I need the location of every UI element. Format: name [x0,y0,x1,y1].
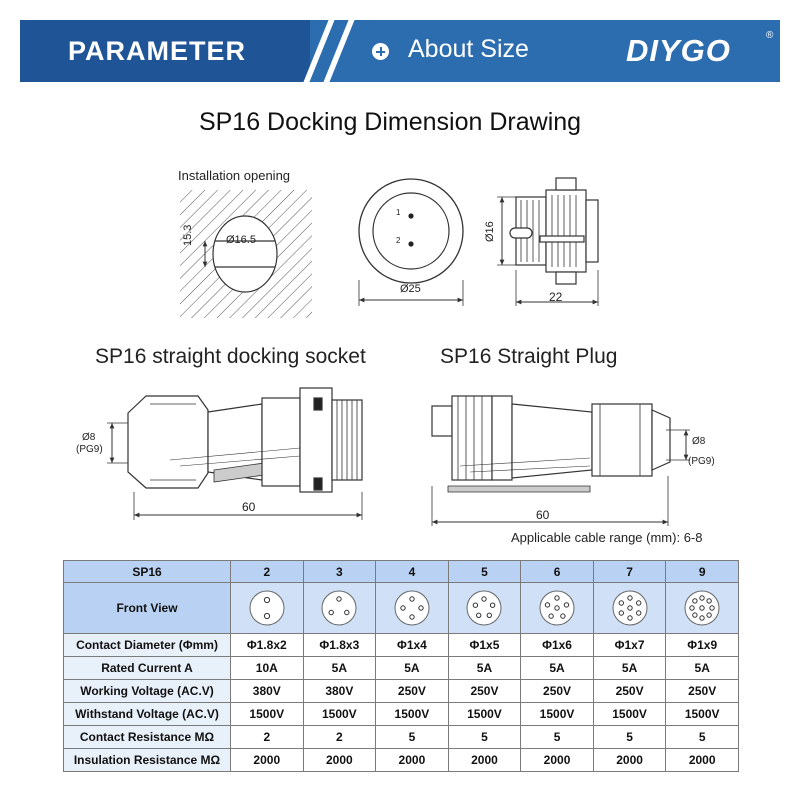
pin-hole [700,616,704,620]
spec-cell: 250V [521,680,594,703]
side-view-drawing [497,178,598,306]
pin-count-header: 5 [448,561,521,583]
spec-cell: 2 [231,726,304,749]
pin-hole [474,603,478,607]
pin-hole [710,606,714,610]
spec-cell: Φ1x6 [521,634,594,657]
pin-layout-diagram [537,588,577,628]
pin-layout-diagram [319,588,359,628]
plug-length-label: 60 [536,508,550,522]
pin-hole [636,601,640,605]
pin-hole [337,597,341,601]
spec-cell: 2000 [448,749,521,772]
pin-hole [627,596,631,600]
pin-hole [329,610,333,614]
pin-hole [564,603,568,607]
spec-row [64,634,739,657]
spec-cell: 5A [593,657,666,680]
banner-subtitle: About Size [408,35,529,63]
pin-layout-diagram [392,588,432,628]
pin-layout-diagram [682,588,722,628]
spec-cell: 380V [231,680,304,703]
pin-hole [700,606,704,610]
spec-cell: 250V [666,680,739,703]
pin-hole [555,596,559,600]
socket-drawing [107,388,362,520]
pin-hole [627,606,631,610]
cable-range-note: Applicable cable range (mm): 6-8 [511,530,703,545]
pin-hole [482,597,486,601]
pin-hole [419,606,423,610]
spec-row [64,726,739,749]
pin-count-header: 4 [376,561,449,583]
spec-cell: Φ1.8x2 [231,634,304,657]
pin-hole [561,614,565,618]
pin-hole [401,606,405,610]
pin-layout-9 [666,583,739,634]
spec-cell: Φ1x7 [593,634,666,657]
spec-cell: 1500V [521,703,594,726]
pin-hole [264,613,269,618]
pin-layout-diagram [610,588,650,628]
spec-cell: 2000 [303,749,376,772]
plug-cable-diameter-label: Ø8 [692,436,706,447]
spec-cell: 5 [448,726,521,749]
spec-cell: 1500V [303,703,376,726]
pin-hole [549,614,553,618]
spec-cell: 1500V [376,703,449,726]
spec-row-label: Rated Current A [64,657,231,680]
spec-cell: 5A [376,657,449,680]
side-length-label: 22 [549,290,563,304]
pin-2-label: 2 [396,236,401,245]
socket-title: SP16 straight docking socket [95,345,366,368]
front-view-label: Front View [64,583,231,634]
pin-hole [491,603,495,607]
spec-cell: 2000 [666,749,739,772]
spec-row-label: Working Voltage (AC.V) [64,680,231,703]
pin-count-header: 2 [231,561,304,583]
pin-hole [410,597,414,601]
pin-hole [488,613,492,617]
spec-cell: 2000 [521,749,594,772]
spec-cell: 250V [448,680,521,703]
spec-cell: 1500V [666,703,739,726]
pin-layout-diagram [247,588,287,628]
opening-height-label: 15.3 [182,224,194,246]
side-diameter-label: Ø16 [484,221,496,242]
table-header-label: SP16 [64,561,231,583]
pin-hole [545,603,549,607]
pin-hole [707,613,711,617]
connector-face [467,591,501,625]
spec-row [64,703,739,726]
connector-face [250,591,284,625]
plug-drawing [432,396,690,526]
spec-cell: 5 [666,726,739,749]
spec-cell: 5A [521,657,594,680]
socket-length-label: 60 [242,500,256,514]
socket-cable-diameter-label: Ø8 [82,432,96,443]
spec-row [64,680,739,703]
spec-cell: 5 [376,726,449,749]
banner-title: PARAMETER [68,36,247,66]
spec-cell: 2 [303,726,376,749]
spec-table [63,560,739,772]
connector-face [395,591,429,625]
spec-cell: Φ1.8x3 [303,634,376,657]
registered-mark: ® [766,30,774,41]
pin-hole [693,613,697,617]
plug-title: SP16 Straight Plug [440,345,618,368]
pin-count-header: 9 [666,561,739,583]
pin-layout-diagram [464,588,504,628]
pin-layout-2 [231,583,304,634]
spec-cell: 2000 [593,749,666,772]
pin-hole [477,613,481,617]
socket-gland-label: (PG9) [76,444,103,455]
spec-row-label: Insulation Resistance MΩ [64,749,231,772]
front-view-row [64,583,739,634]
spec-rows [64,634,739,772]
spec-row [64,749,739,772]
pin-hole [555,606,559,610]
spec-cell: Φ1x4 [376,634,449,657]
pin-hole [700,596,704,600]
pin-layout-7 [593,583,666,634]
connector-face [322,591,356,625]
pin-layout-6 [521,583,594,634]
pin-1-label: 1 [396,208,401,217]
spec-cell: 5A [448,657,521,680]
spec-cell: 380V [303,680,376,703]
spec-cell: 10A [231,657,304,680]
pin-hole [264,597,269,602]
pin-hole [627,616,631,620]
spec-row-label: Contact Diameter (Φmm) [64,634,231,657]
spec-cell: 5A [666,657,739,680]
spec-cell: 250V [376,680,449,703]
pin-count-header: 7 [593,561,666,583]
pin-count-header: 3 [303,561,376,583]
drawing-title: SP16 Docking Dimension Drawing [198,108,582,136]
pin-hole [410,615,414,619]
spec-cell: 2000 [231,749,304,772]
spec-cell: 1500V [448,703,521,726]
spec-cell: 2000 [376,749,449,772]
front-diameter-label: Ø25 [400,283,421,295]
spec-cell: Φ1x5 [448,634,521,657]
opening-diameter-label: Ø16.5 [226,234,256,246]
pin-layout-4 [376,583,449,634]
installation-opening-label: Installation opening [178,168,291,183]
pin-hole [690,606,694,610]
spec-cell: 250V [593,680,666,703]
plug-gland-label: (PG9) [688,456,715,467]
pin-hole [693,599,697,603]
spec-row-label: Contact Resistance MΩ [64,726,231,749]
table-header-row [64,561,739,583]
spec-cell: 5 [521,726,594,749]
spec-row [64,657,739,680]
spec-cell: 5A [303,657,376,680]
pin-hole [345,610,349,614]
brand-logo: DIYGO [626,33,731,68]
pin-hole [619,611,623,615]
spec-cell: 1500V [593,703,666,726]
spec-cell: 5 [593,726,666,749]
pin-layout-5 [448,583,521,634]
pin-layout-3 [303,583,376,634]
installation-opening-drawing [180,190,312,318]
pin-count-header: 6 [521,561,594,583]
spec-cell: Φ1x9 [666,634,739,657]
pin-hole [619,601,623,605]
spec-cell: 1500V [231,703,304,726]
pin-hole [636,611,640,615]
spec-row-label: Withstand Voltage (AC.V) [64,703,231,726]
pin-hole [707,599,711,603]
